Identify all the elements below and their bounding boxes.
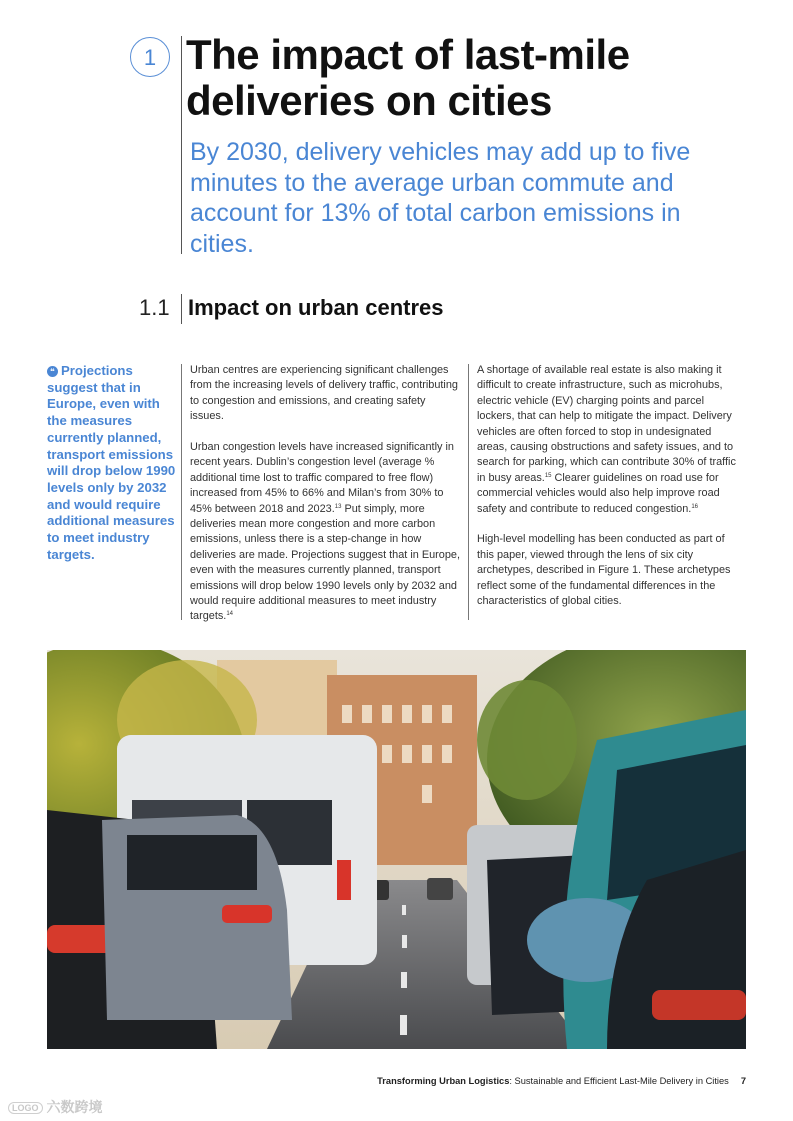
page-footer	[360, 1076, 746, 1086]
quote-icon: ❝	[47, 366, 58, 377]
chapter-title	[186, 32, 746, 124]
pull-quote	[47, 363, 177, 563]
section-divider	[181, 294, 182, 324]
body-paragraph	[477, 363, 743, 517]
traffic-photo	[47, 650, 746, 1049]
chapter-number-badge: 1	[130, 37, 170, 77]
pull-quote-text: Projections suggest that in Europe, even with the measures currently planned, transport emissions will drop below 1990 levels only by 2032 and would require additional measures to meet industry targets.	[47, 363, 176, 562]
body-text: Clearer guidelines on road use for commercial vehicles would also help improve road safety and contribute to reduced congestion.	[477, 471, 720, 515]
chapter-lead: By 2030, delivery vehicles may add up to five minutes to the average urban commute and account for 13% of total carbon emissions in cities.	[190, 138, 691, 258]
body-paragraph	[190, 440, 462, 625]
watermark-logo-icon: LOGO	[8, 1102, 43, 1114]
body-paragraph: High-level modelling has been conducted as part of this paper, viewed through the lens of six city archetypes, described in Figure 1. These archetypes reflect some of the fundamental differences in the characteristics of global cities.	[477, 533, 731, 608]
footnote-ref: 15	[544, 472, 552, 479]
column-divider-2	[468, 364, 469, 620]
footnote-ref: 16	[691, 503, 699, 510]
body-text: Put simply, more deliveries mean more congestion and more carbon emissions, unless there is a step-change in how deliveries are made. Projections suggest that in Europe, even with the measures currently planned, transport emissions will drop below 1990 levels only by 2032 and would require additional measures to meet industry targets.	[190, 502, 460, 623]
body-column-1	[190, 363, 462, 640]
traffic-illustration	[47, 650, 746, 1049]
page-number: 7	[740, 1076, 746, 1086]
watermark	[8, 1097, 103, 1117]
section-number: 1.1	[139, 295, 170, 320]
footnote-ref: 14	[226, 611, 234, 618]
body-text: Urban congestion levels have increased significantly in recent years. Dublin’s congestion level (average % additional time lost to traffic compared to free flow) increased from 45% to 66% and Milan’s from 30% to 45% between 2018 and 2023.	[190, 441, 454, 515]
body-paragraph: Urban centres are experiencing significant challenges from the increasing levels of delivery traffic, contributing to congestion and emissions, and creating safety issues.	[190, 364, 458, 423]
chapter-title-line1: The impact of last-mile	[186, 31, 630, 78]
watermark-text: 六数跨境	[46, 1099, 103, 1115]
footer-title-bold: Transforming Urban Logistics	[377, 1076, 510, 1086]
column-divider-1	[181, 364, 182, 620]
chapter-title-line2: deliveries on cities	[186, 77, 552, 124]
body-text: A shortage of available real estate is also making it difficult to create infrastructure, such as microhubs, electric vehicle (EV) charging points and parcel lockers, that can help to mitigate the impact. Delivery vehicles are often forced to stop in undesignated areas, causing obstructions and safety issues, and to search for parking, which can contribute 30% of traffic in busy areas.	[477, 364, 736, 484]
footnote-ref: 13	[334, 503, 342, 510]
section-title: Impact on urban centres	[188, 295, 444, 320]
chapter-divider	[181, 36, 182, 254]
body-column-2	[477, 363, 743, 625]
footer-title-rest: : Sustainable and Efficient Last-Mile Delivery in Cities	[509, 1076, 729, 1086]
